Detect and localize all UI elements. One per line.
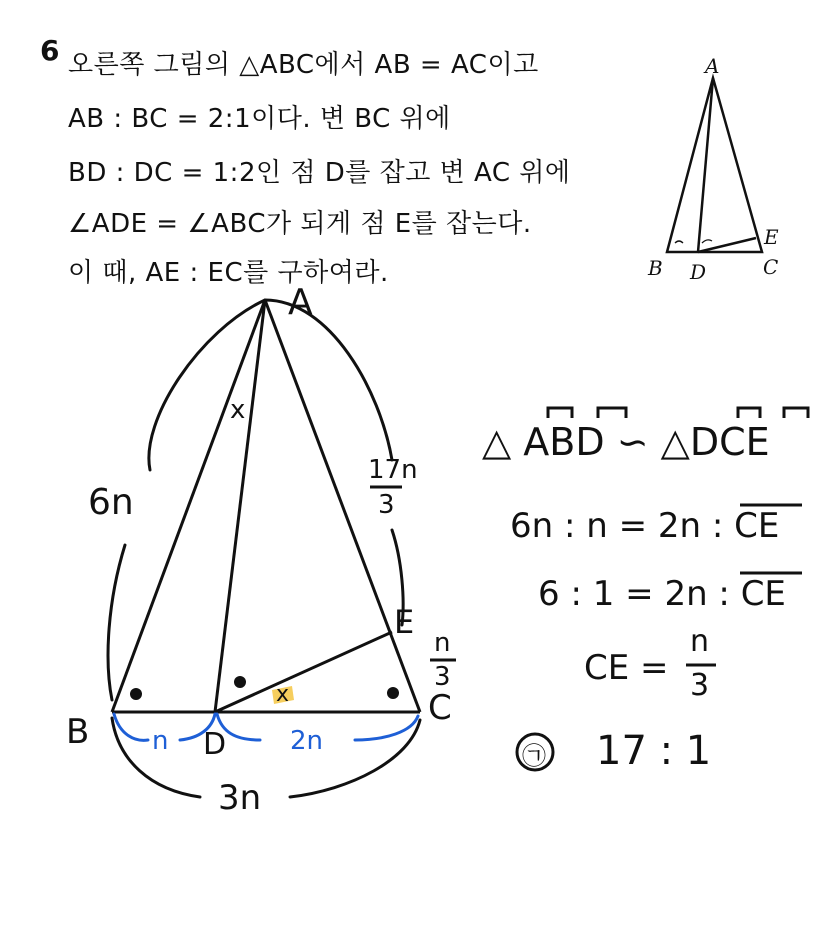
bracket-bd [598,408,626,418]
angle-mark-bad: x [230,395,246,425]
small-label-c: C [763,255,779,279]
answer-marker: ㉠ [522,742,546,770]
solution-step-3-lhs: CE = [584,648,669,688]
label-ce-denominator: 3 [434,662,451,692]
label-ae-numerator: 17n [368,455,418,485]
solution-step-3-denominator: 3 [690,668,710,703]
problem-line-1-text: 오른쪽 그림의 △ABC에서 AB = AC이고 [68,50,539,80]
problem-line-3-text: BD : DC = 1:2인 점 D를 잡고 변 AC 위에 [68,158,571,188]
angle-mark-ade: x [276,682,290,707]
large-label-d: D [203,727,227,762]
solution-step-2: 6 : 1 = 2n : CE [538,574,786,614]
label-ce-numerator: n [434,628,451,658]
label-seg-bd: n [152,726,169,756]
label-seg-bc: 3n [218,778,262,818]
small-label-b: B [648,256,663,280]
problem-line-5-text: 이 때, AE : EC를 구하여라. [68,258,389,288]
small-label-e: E [764,225,779,249]
solution-step-3-numerator: n [690,624,710,659]
problem-line-2-text: AB : BC = 2:1이다. 변 BC 위에 [68,104,451,134]
answer-value: 17 : 1 [596,728,712,774]
label-ae-denominator: 3 [378,490,395,520]
problem-number: 6 [40,34,60,67]
bracket-ce [784,408,808,418]
similarity-statement: △ ABD ∽ △DCE [482,420,770,464]
solution-step-1: 6n : n = 2n : CE [510,506,780,546]
small-label-a: A [705,54,720,78]
large-label-b: B [66,712,90,752]
label-seg-dc: 2n [290,726,324,756]
small-label-d: D [690,260,707,284]
bracket-ab [548,408,572,418]
bracket-dc [738,408,760,418]
label-side-ab: 6n [88,482,134,523]
large-label-a: A [288,282,313,323]
large-label-e: E [394,603,415,641]
large-label-c: C [428,688,452,728]
problem-line-4-text: ∠ADE = ∠ABC가 되게 점 E를 잡는다. [68,209,532,239]
